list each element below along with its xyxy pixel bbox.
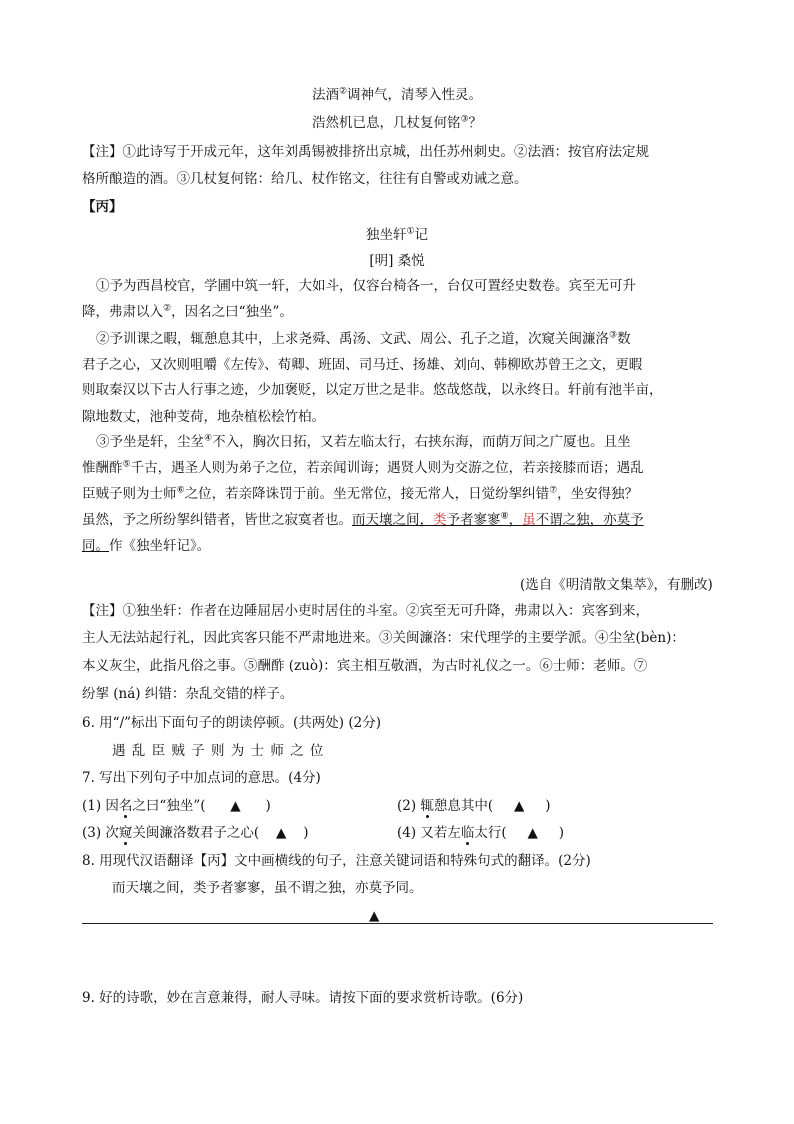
- question-7-stem: 7. 写出下列句子中加点词的意思。(4分): [82, 770, 321, 786]
- note-text: 纷挐 (ná) 纠错：杂乱交错的样子。: [82, 686, 294, 702]
- paragraph-line: 君子之心，又次则咀嚼《左传》、荀卿、班固、司马迁、扬雄、刘向、韩柳欧苏曾王之文，更暇: [82, 357, 643, 373]
- note-text: 【注】①此诗写于开成元年，这年刘禹锡被排挤出京城，出任苏州刺史。②法酒：按官府法定规: [82, 144, 649, 160]
- question-8-sentence: 而天壤之间，类予者寥寥，虽不谓之独，亦莫予同。: [112, 880, 423, 896]
- paragraph-line: 虽然，予之所纷挐纠错者，皆世之寂寞者也。而天壤之间，类予者寥寥⑧，虽不谓之独，亦莫予: [82, 511, 644, 528]
- source-citation: (选自《明清散文集萃》，有删改): [520, 577, 713, 593]
- question-7-item: (3) 次窥关闽濂洛数君子之心( ▲ ): [82, 825, 309, 841]
- answer-blank[interactable]: ▲: [276, 825, 287, 841]
- emphasis-char: 类: [433, 512, 447, 528]
- answer-line[interactable]: [82, 923, 713, 924]
- poem-line: 法酒②调神气，清琴入性灵。: [311, 86, 483, 103]
- essay-author: [明] 桑悦: [369, 253, 425, 269]
- question-8-stem: 8. 用现代汉语翻译【丙】文中画横线的句子，注意关键词语和特殊句式的翻译。(2分): [82, 853, 591, 869]
- emphasis-char: 虽: [522, 512, 536, 528]
- answer-blank[interactable]: ▲: [230, 798, 241, 814]
- answer-blank[interactable]: ▲: [527, 825, 538, 841]
- answer-blank[interactable]: ▲: [514, 798, 525, 814]
- answer-marker[interactable]: ▲: [369, 908, 380, 924]
- paragraph-line: 同。作《独坐轩记》。: [82, 538, 211, 554]
- question-7-item: (2) 辄憩息其中( ▲ ): [397, 798, 551, 814]
- paragraph-line: ③予坐是轩，尘坌④不入，胸次日拓，又若左临太行，右挟东海，而荫万间之广厦也。且坐: [96, 433, 631, 450]
- poem-line: 浩然机已息，几杖复何铭③？: [311, 114, 483, 131]
- question-7-item: (4) 又若左临太行( ▲ ): [397, 825, 564, 841]
- section-label: 【丙】: [82, 199, 123, 215]
- question-6-stem: 6. 用“/”标出下面句子的朗读停顿。(共两处) (2分): [82, 715, 381, 731]
- paragraph-line: 降，弗肃以入②，因名之曰“独坐”。: [82, 303, 293, 320]
- underlined-sentence: 而天壤之间，类予者寥寥⑧，虽不谓之独，亦莫予: [352, 511, 644, 528]
- note-text: 格所酿造的酒。③几杖复何铭：给几、杖作铭文，往往有自警或劝诫之意。: [82, 171, 528, 187]
- paragraph-line: ②予训课之暇，辄憩息其中，上求尧舜、禹汤、文武、周公、孔子之道，次窥关闽濂洛③数: [96, 330, 631, 347]
- paragraph-line: 臣贼子则为士师⑥之位，若亲降诛罚于前。坐无常位，接无常人，日觉纷挐纠错⑦，坐安得独？: [82, 485, 639, 502]
- question-9-stem: 9. 好的诗歌，妙在言意兼得，耐人寻味。请按下面的要求赏析诗歌。(6分): [82, 990, 524, 1006]
- note-text: 【注】①独坐轩：作者在边陲屈居小吏时居住的斗室。②宾至无可升降，弗肃以入：宾客到来，: [82, 603, 649, 619]
- paragraph-line: 则取秦汉以下古人行事之迹，少加褒贬，以定万世之是非。悠哉悠哉，以永终日。轩前有池半亩，: [82, 382, 663, 398]
- question-6-sentence: 遇 乱 臣 贼 子 则 为 士 师 之 位: [112, 743, 325, 759]
- paragraph-line: ①予为西昌校官，学圃中筑一轩，大如斗，仅容台椅各一，台仅可置经史数卷。宾至无可升: [96, 278, 636, 294]
- paragraph-line: 隙地数丈，池种芰荷，地杂植松桧竹柏。: [82, 409, 325, 425]
- underlined-sentence: 同。: [82, 538, 109, 554]
- note-text: 本义灰尘，此指凡俗之事。⑤酬酢 (zuò)：宾主相互敬酒，为古时礼仪之一。⑥士师：老师。⑦: [82, 658, 648, 674]
- note-text: 主人无法站起行礼，因此宾客只能不严肃地进来。③关闽濂洛：宋代理学的主要学派。④尘坌(bèn)：: [82, 630, 685, 646]
- essay-title: 独坐轩①记: [365, 226, 429, 243]
- paragraph-line: 惟酬酢⑤千古，遇圣人则为弟子之位，若亲闻训诲；遇贤人则为交游之位，若亲接膝而语；遇乱: [82, 459, 644, 476]
- question-7-item: (1) 因名之曰“独坐”( ▲ ): [82, 798, 271, 814]
